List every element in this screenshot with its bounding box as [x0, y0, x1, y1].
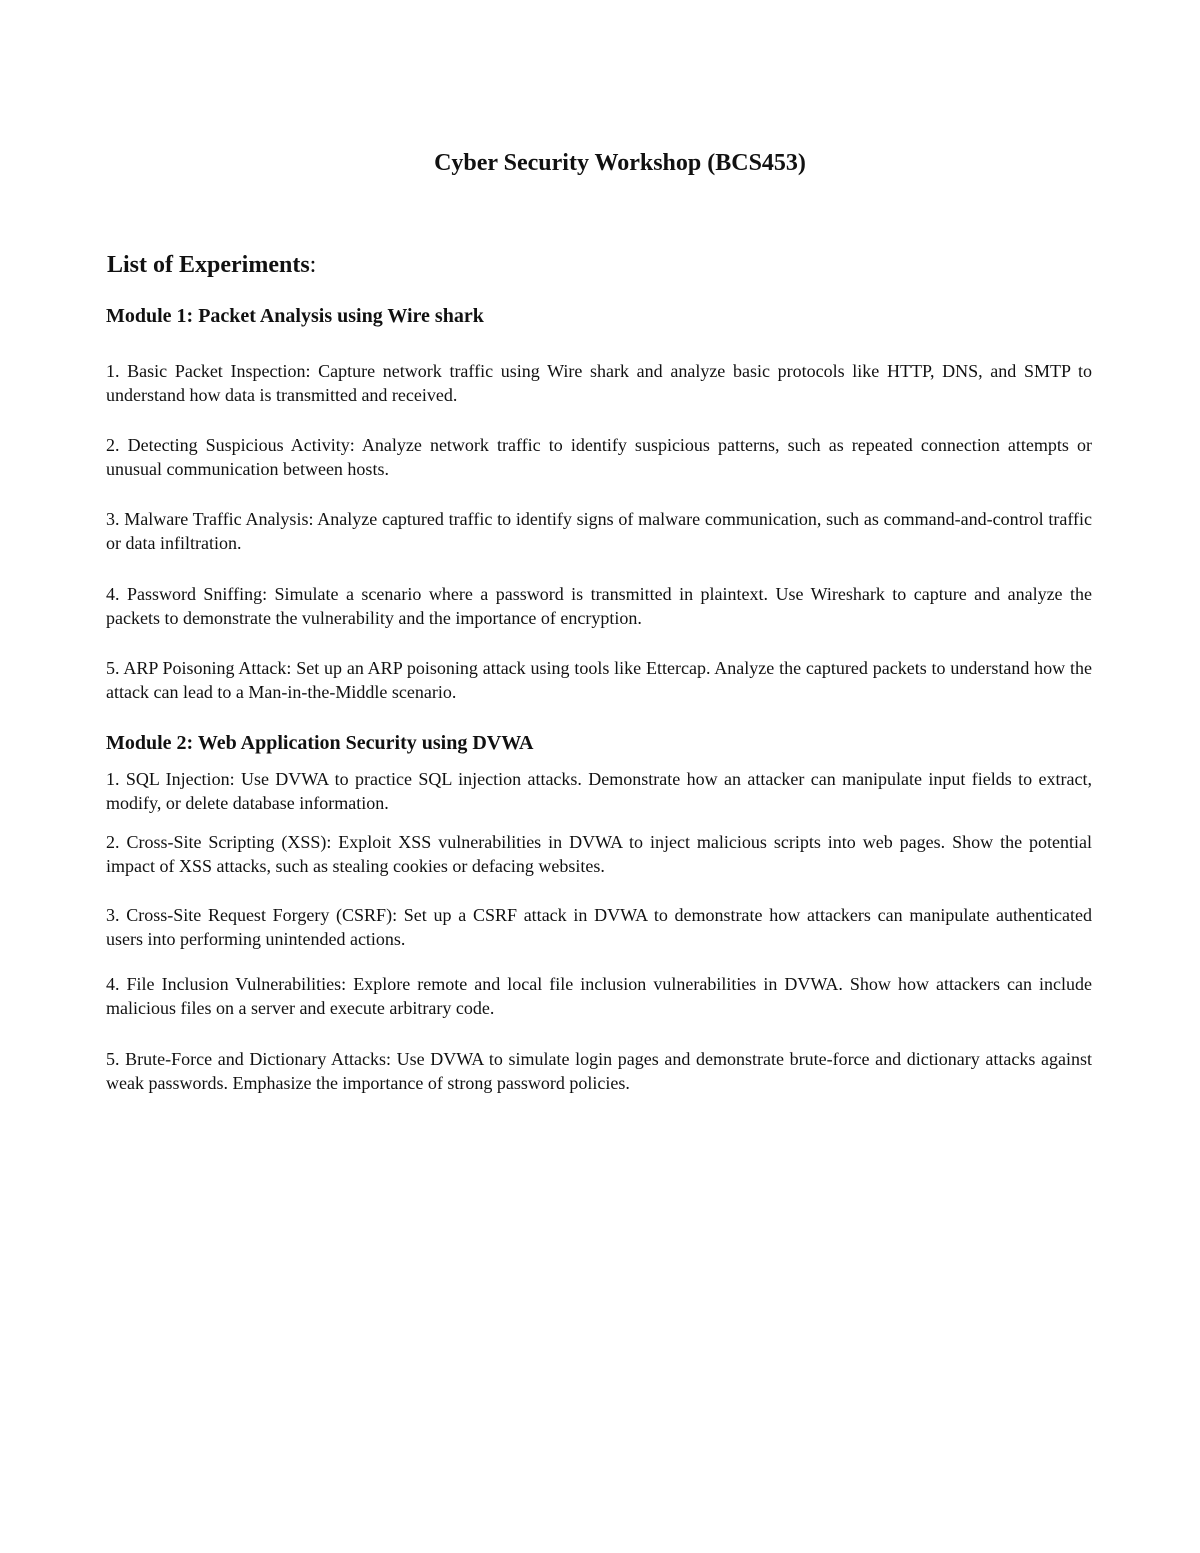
module-1-heading: Module 1: Packet Analysis using Wire shark: [106, 305, 484, 327]
module-1-item-3: 3. Malware Traffic Analysis: Analyze captured traffic to identify signs of malware communication, such as command-and-control traffic or data infiltration.: [106, 509, 1092, 553]
module-2-item-2: 2. Cross-Site Scripting (XSS): Exploit XSS vulnerabilities in DVWA to inject malicious scripts into web pages. Show the potential impact of XSS attacks, such as stealing cookies or defacing websites.: [106, 832, 1092, 876]
module-1-item-4: 4. Password Sniffing: Simulate a scenario where a password is transmitted in plaintext. Use Wireshark to capture and analyze the packets to demonstrate the vulnerability and the importance of encryption.: [106, 584, 1092, 628]
module-1-item-2: 2. Detecting Suspicious Activity: Analyze network traffic to identify suspicious patterns, such as repeated connection attempts or unusual communication between hosts.: [106, 435, 1092, 479]
list-heading-text: List of Experiments: [107, 252, 310, 278]
module-2-item-4: 4. File Inclusion Vulnerabilities: Explore remote and local file inclusion vulnerabilities in DVWA. Show how attackers can include malicious files on a server and execute arbitrary code.: [106, 974, 1092, 1018]
list-heading-colon: :: [309, 252, 317, 278]
module-1-item-1: 1. Basic Packet Inspection: Capture network traffic using Wire shark and analyze basic protocols like HTTP, DNS, and SMTP to understand how data is transmitted and received.: [106, 361, 1092, 405]
document-title: Cyber Security Workshop (BCS453): [434, 150, 806, 176]
module-2-item-1: 1. SQL Injection: Use DVWA to practice SQL injection attacks. Demonstrate how an attacker can manipulate input fields to extract, modify, or delete database information.: [106, 769, 1092, 813]
module-1-item-5: 5. ARP Poisoning Attack: Set up an ARP poisoning attack using tools like Ettercap. Analyze the captured packets to understand how the attack can lead to a Man-in-the-Middle scenario.: [106, 658, 1092, 702]
list-of-experiments-heading: [107, 252, 316, 279]
module-2-item-3: 3. Cross-Site Request Forgery (CSRF): Set up a CSRF attack in DVWA to demonstrate how attackers can manipulate authenticated users into performing unintended actions.: [106, 905, 1092, 949]
module-2-heading: Module 2: Web Application Security using DVWA: [106, 732, 534, 754]
module-2-item-5: 5. Brute-Force and Dictionary Attacks: Use DVWA to simulate login pages and demonstrate brute-force and dictionary attacks against weak passwords. Emphasize the importance of strong password policies.: [106, 1049, 1092, 1093]
